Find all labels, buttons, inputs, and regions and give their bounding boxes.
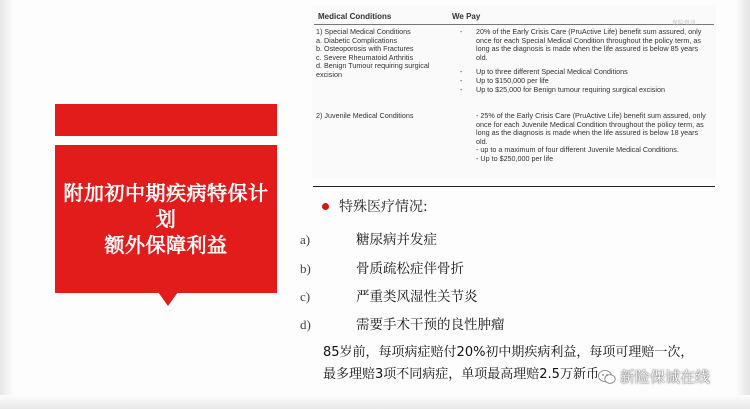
- section-heading-text: 特殊医疗情况:: [339, 199, 428, 215]
- bullet-icon: [322, 203, 329, 210]
- payout-line: Up to $25,000 for Benign tumour requiring surgical excision: [476, 85, 665, 94]
- wechat-icon: [598, 369, 616, 385]
- list-item: [300, 313, 505, 333]
- dash-marker: -: [460, 67, 463, 76]
- item-label: 需要手术干预的良性肿瘤: [356, 317, 505, 333]
- payout-line: 20% of the Early Crisis Care (PruActive Life) benefit sum assured, only: [476, 27, 702, 36]
- item-label: 严重类风湿性关节炎: [356, 289, 478, 305]
- payout-line: old.: [476, 136, 488, 146]
- title-pointer: [158, 292, 178, 306]
- column-header-we-pay: We Pay: [452, 12, 481, 21]
- item-marker: d): [300, 317, 311, 332]
- list-item: b. Osteoporosis with Fractures: [316, 44, 414, 54]
- wechat-watermark: [598, 366, 710, 387]
- payout-line: - up to a maximum of four different Juvenile Medical Conditions.: [476, 145, 679, 155]
- dash-marker: -: [460, 27, 463, 36]
- juvenile-conditions-payout: [462, 112, 712, 164]
- red-accent-bar: [55, 104, 277, 136]
- summary-line-1: 85岁前，每项病症赔付20%初中期疾病利益，每项可理赔一次，: [323, 345, 694, 360]
- title-panel: [55, 145, 277, 293]
- left-shadow: [0, 0, 14, 409]
- section-heading: [322, 196, 428, 216]
- column-header-conditions: Medical Conditions: [318, 12, 392, 21]
- slide-title-line-1: 附加初中期疾病特保计划: [63, 181, 269, 231]
- slide-title-line-2: 额外保障利益: [104, 233, 228, 257]
- payout-line: Up to three different Special Medical Conditions: [476, 67, 628, 76]
- table-header: [314, 10, 714, 25]
- item-label: 糖尿病并发症: [356, 232, 437, 248]
- section-divider: [313, 186, 715, 187]
- list-item: a. Diabetic Complications: [316, 35, 398, 45]
- item-label: 骨质疏松症伴骨折: [356, 261, 464, 277]
- payout-line: long as the diagnosis is made when the life assured is below 18 years: [476, 128, 699, 138]
- list-item: d. Benign Tumour requiring surgical: [316, 61, 430, 71]
- juvenile-conditions-label: [316, 112, 456, 121]
- list-item: 1) Special Medical Conditions: [316, 27, 411, 36]
- bottom-shadow: [0, 395, 750, 409]
- corner-watermark: 保险资讯: [672, 20, 697, 27]
- payout-line: once for each Juvenile Medical Condition throughout the policy term, as: [476, 119, 704, 129]
- list-item: [300, 285, 478, 305]
- summary-line-2: 最多理赔3项不同病症，单项最高理赔2.5万新币: [323, 367, 599, 382]
- dash-marker: -: [460, 85, 463, 94]
- item-marker: a): [300, 232, 311, 247]
- special-conditions-payout: [462, 28, 712, 62]
- payout-limit-tumour: [462, 86, 712, 95]
- scanned-benefit-table: [312, 6, 716, 178]
- dash-marker: -: [460, 76, 463, 85]
- list-item: [300, 257, 464, 277]
- payout-line: Up to $150,000 per life: [476, 76, 549, 85]
- right-shadow: [736, 0, 750, 409]
- payout-line: long as the diagnosis is made when the life assured is below 85 years: [476, 44, 699, 54]
- payout-line: old.: [476, 52, 488, 62]
- payout-line: - Up to $250,000 per life: [476, 153, 554, 163]
- item-marker: c): [300, 289, 311, 304]
- list-item: [300, 228, 437, 248]
- list-item: excision: [316, 69, 342, 79]
- item-marker: b): [300, 261, 311, 276]
- payout-line: once for each Special Medical Condition throughout the policy term, as: [476, 35, 701, 45]
- watermark-text: 新险保诚在线: [620, 368, 711, 386]
- list-item: c. Severe Rheumatoid Arthritis: [316, 52, 414, 62]
- payout-line: - 25% of the Early Crisis Care (PruActive Life) benefit sum assured, only: [476, 111, 706, 120]
- special-conditions-list: [316, 28, 456, 80]
- list-item: 2) Juvenile Medical Conditions: [316, 111, 414, 120]
